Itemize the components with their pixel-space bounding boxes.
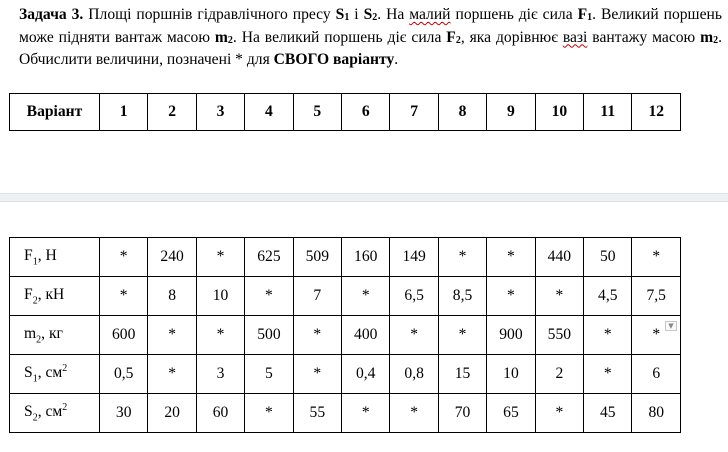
value-cell: 3 <box>196 355 244 394</box>
value-cell: * <box>196 316 244 355</box>
quantity-label-cell: $F_2$, кН <box>10 277 100 316</box>
value-cell: 7 <box>293 277 341 316</box>
value-cell: 8,5 <box>438 277 486 316</box>
value-cell: 65 <box>487 394 535 433</box>
value-cell: 5 <box>245 355 293 394</box>
table-row <box>10 355 681 394</box>
value-cell: 240 <box>148 238 196 277</box>
value-cell: 400 <box>342 316 390 355</box>
value-cell: 0,5 <box>100 355 148 394</box>
value-cell: * <box>535 277 583 316</box>
value-cell: * <box>245 277 293 316</box>
value-cell: * <box>293 355 341 394</box>
variant-header-row <box>10 94 681 131</box>
value-cell: * <box>342 277 390 316</box>
value-cell: 10 <box>487 355 535 394</box>
variant-number-cell: 7 <box>390 94 438 131</box>
variant-number-cell: 8 <box>438 94 486 131</box>
value-cell: * <box>438 316 486 355</box>
dropdown-arrow-icon[interactable]: ▼ <box>665 321 677 331</box>
value-cell: 500 <box>245 316 293 355</box>
value-cell: 550 <box>535 316 583 355</box>
value-cell: 6,5 <box>390 277 438 316</box>
value-cell: * <box>584 355 632 394</box>
value-cell: 625 <box>245 238 293 277</box>
variant-header-table <box>9 93 681 131</box>
value-cell: 600 <box>100 316 148 355</box>
value-cell: 0,4 <box>342 355 390 394</box>
value-cell: 7,5 <box>632 277 681 316</box>
value-cell: * <box>100 238 148 277</box>
value-cell: 2 <box>535 355 583 394</box>
quantity-label-cell: $F_1$, Н <box>10 238 100 277</box>
value-cell: * <box>293 316 341 355</box>
variant-number-cell: 2 <box>148 94 196 131</box>
value-cell: 70 <box>438 394 486 433</box>
value-cell: 20 <box>148 394 196 433</box>
table-row <box>10 238 681 277</box>
value-cell: 10 <box>196 277 244 316</box>
value-cell: * <box>100 277 148 316</box>
value-cell: * <box>148 355 196 394</box>
quantity-label-cell: $S_2$, $см^2$ <box>10 394 100 433</box>
value-cell: * <box>245 394 293 433</box>
value-cell: 4,5 <box>584 277 632 316</box>
variant-number-cell: 5 <box>293 94 341 131</box>
variant-number-cell: 6 <box>342 94 390 131</box>
value-cell: * <box>390 394 438 433</box>
value-cell: 50 <box>584 238 632 277</box>
value-cell: 15 <box>438 355 486 394</box>
variant-number-cell: 10 <box>535 94 583 131</box>
value-cell: * <box>535 394 583 433</box>
value-cell: * <box>632 238 681 277</box>
variant-number-cell: 4 <box>245 94 293 131</box>
value-cell: 440 <box>535 238 583 277</box>
quantity-label-cell: $S_1$, $см^2$ <box>10 355 100 394</box>
table-row <box>10 394 681 433</box>
value-cell: 55 <box>293 394 341 433</box>
value-cell: 45 <box>584 394 632 433</box>
task-paragraph: Задача 3. Площі поршнів гідравлічного пресу $S_1$ і $S_2$. На малий поршень діє сила $F_1$. Великий поршень може підняти вантаж масою $m_2$. На великий поршень діє сила $F_2$, яка дорівнює вазі вантажу масою $m_2$. Обчислити величини, позначені * для СВОГО варіанту. <box>19 6 723 69</box>
value-cell: * <box>632 316 681 355</box>
spellcheck-word: малий <box>409 6 451 23</box>
variant-number-cell: 9 <box>487 94 535 131</box>
value-cell: 8 <box>148 277 196 316</box>
value-cell: * <box>148 316 196 355</box>
task-title: Задача 3. <box>19 6 84 23</box>
value-cell: * <box>487 238 535 277</box>
value-cell: 30 <box>100 394 148 433</box>
value-cell: 509 <box>293 238 341 277</box>
value-cell: 160 <box>342 238 390 277</box>
value-cell: * <box>487 277 535 316</box>
variant-number-cell: 3 <box>196 94 244 131</box>
data-table <box>9 237 681 433</box>
value-cell: 0,8 <box>390 355 438 394</box>
value-cell: * <box>342 394 390 433</box>
variant-number-cell: 11 <box>584 94 632 131</box>
task-emphasis: СВОГО варіанту <box>273 51 395 69</box>
variant-number-cell: 1 <box>100 94 148 131</box>
variant-label-cell: Варіант <box>10 94 100 131</box>
value-cell: * <box>584 316 632 355</box>
value-cell: 60 <box>196 394 244 433</box>
quantity-label-cell: $m_2$, кг <box>10 316 100 355</box>
table-row <box>10 316 681 355</box>
spellcheck-word: вазі <box>562 28 588 46</box>
value-cell: * <box>438 238 486 277</box>
value-cell: 149 <box>390 238 438 277</box>
value-cell: 900 <box>487 316 535 355</box>
variant-number-cell: 12 <box>632 94 681 131</box>
value-cell: 6 <box>632 355 681 394</box>
value-cell: * <box>196 238 244 277</box>
value-cell: 80 <box>632 394 681 433</box>
table-row <box>10 277 681 316</box>
value-cell: * <box>390 316 438 355</box>
page-separator <box>0 193 728 202</box>
